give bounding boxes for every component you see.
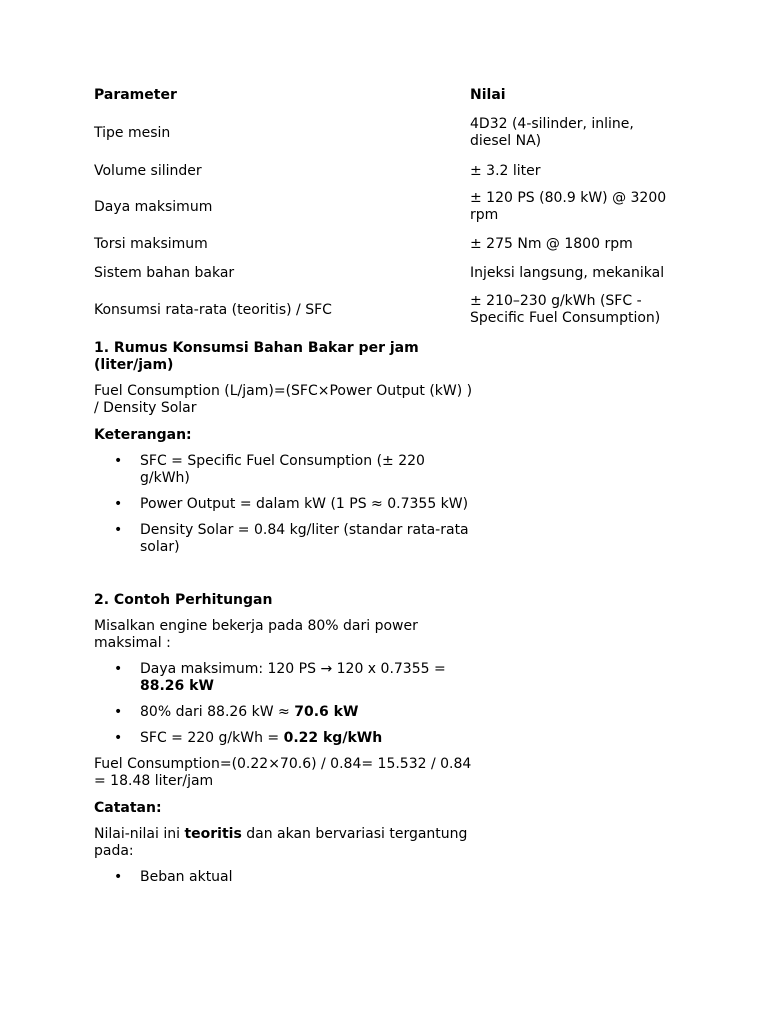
row-param: Konsumsi rata-rata (teoritis) / SFC (94, 301, 332, 318)
row-value: ± 3.2 liter (470, 162, 541, 179)
catatan-list (94, 869, 474, 886)
list-item (94, 661, 474, 695)
row-value: Injeksi langsung, mekanikal (470, 264, 665, 281)
item-text: 80% dari 88.26 kW ≈ (140, 704, 295, 720)
list-item (94, 704, 474, 721)
item-bold-value: 88.26 kW (140, 678, 214, 694)
notes-list (94, 453, 474, 556)
catatan-text-bold: teoritis (184, 826, 242, 842)
row-param: Torsi maksimum (94, 235, 208, 252)
section-formula (94, 340, 474, 556)
section-example (94, 592, 474, 886)
section2-title: 2. Contoh Perhitungan (94, 592, 273, 608)
row-value: ± 120 PS (80.9 kW) @ 3200 rpm (470, 190, 667, 223)
catatan-text-pre: Nilai-nilai ini (94, 826, 185, 842)
list-item: • Beban aktual (94, 869, 474, 886)
engine-spec-table (94, 86, 674, 329)
table-row (94, 255, 674, 291)
row-param: Tipe mesin (94, 124, 171, 141)
catatan-heading: Catatan: (94, 800, 162, 816)
table-row (94, 161, 674, 181)
catatan-text (94, 826, 474, 860)
example-intro: Misalkan engine bekerja pada 80% dari power maksimal : (94, 618, 418, 651)
catatan-text-post: dan akan bervariasi tergantung pada: (94, 826, 468, 859)
item-bold-value: 0.22 kg/kWh (283, 730, 383, 746)
notes-heading: Keterangan: (94, 427, 192, 443)
row-value: ± 210–230 g/kWh (SFC - Specific Fuel Consumption) (470, 293, 661, 326)
table-header-row (94, 86, 674, 105)
row-value: 4D32 (4-silinder, inline, diesel NA) (470, 116, 634, 149)
header-parameter: Parameter (94, 87, 177, 103)
item-text: Daya maksimum: 120 PS → 120 x 0.7355 = (140, 661, 446, 677)
item-text: SFC = 220 g/kWh = (140, 730, 284, 746)
list-item: • Density Solar = 0.84 kg/liter (standar rata-rata solar) (94, 522, 474, 556)
item-bold-value: 70.6 kW (294, 704, 359, 720)
row-param: Sistem bahan bakar (94, 264, 235, 281)
section1-title: 1. Rumus Konsumsi Bahan Bakar per jam (liter/jam) (94, 340, 419, 373)
list-item: • SFC = Specific Fuel Consumption (± 220 g/kWh) (94, 453, 474, 487)
table-row (94, 105, 674, 161)
table-row (94, 181, 674, 233)
formula-text: Fuel Consumption (L/jam)=(SFC×Power Output (kW) ) / Density Solar (94, 383, 473, 416)
table-row (94, 233, 674, 255)
table-row (94, 291, 674, 329)
header-value: Nilai (470, 87, 506, 103)
row-param: Volume silinder (94, 162, 202, 179)
list-item (94, 730, 474, 747)
result-text: Fuel Consumption=(0.22×70.6) / 0.84= 15.532 / 0.84 = 18.48 liter/jam (94, 756, 472, 789)
example-list (94, 661, 474, 747)
row-value: ± 275 Nm @ 1800 rpm (470, 235, 633, 252)
list-item: • Power Output = dalam kW (1 PS ≈ 0.7355 kW) (94, 496, 474, 513)
row-param: Daya maksimum (94, 198, 213, 215)
document-page (94, 86, 694, 886)
